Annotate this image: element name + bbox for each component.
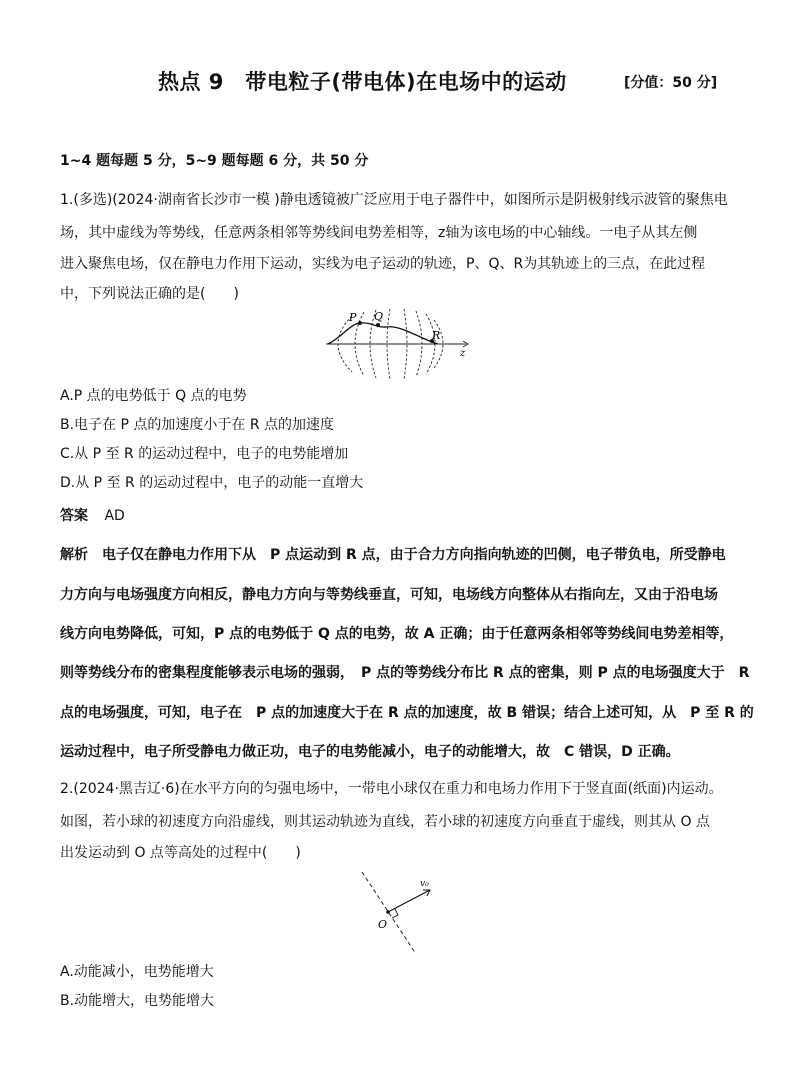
page-title: 热点 9 带电粒子(带电体)在电场中的运动 <box>158 70 567 94</box>
q1-explanation-line-3: 线方向电势降低，可知，P 点的电势低于 Q 点的电势，故 A 正确；由于任意两条相邻等势线间电势差相等， <box>60 626 734 642</box>
answer-label: 答案 <box>60 508 88 524</box>
electrostatic-lens-figure <box>320 304 480 384</box>
q2-stem-line-2: 如图，若小球的初速度方向沿虚线，则其运动轨迹为直线，若小球的初速度方向垂直于虚线，则其从 O 点 <box>60 814 710 830</box>
q1-option-a: A.P 点的电势低于 Q 点的电势 <box>60 388 247 404</box>
instructions: 1~4 题每题 5 分，5~9 题每题 6 分，共 50 分 <box>60 153 369 169</box>
q1-option-c: C.从 P 至 R 的运动过程中，电子的电势能增加 <box>60 446 349 462</box>
q1-explanation-line-5: 点的电场强度，可知，电子在 P 点的加速度大于在 R 点的加速度，故 B 错误；结合上述可知，从 P 至 R 的 <box>60 705 754 721</box>
q1-explanation-line-2: 力方向与电场强度方向相反，静电力方向与等势线垂直，可知，电场线方向整体从右指向左，又由于沿电场 <box>60 587 718 603</box>
q2-stem-line-1: 2.(2024·黑吉辽·6)在水平方向的匀强电场中，一带电小球仅在重力和电场力作用下于竖直面(纸面)内运动。 <box>60 781 723 797</box>
q2-stem-line-3: 出发运动到 O 点等高处的过程中( ) <box>60 845 301 861</box>
label-v0: v₀ <box>420 879 429 889</box>
q2-option-a: A.动能减小，电势能增大 <box>60 964 214 980</box>
q2-option-b: B.动能增大，电势能增大 <box>60 993 215 1009</box>
label-q: Q <box>374 310 384 323</box>
label-o: O <box>378 918 388 931</box>
q1-explanation-line-4: 则等势线分布的密集程度能够表示电场的强弱， P 点的等势线分布比 R 点的密集，则 P 点的电场强度大于 R <box>60 665 750 681</box>
right-angle-mark <box>392 909 398 918</box>
point-p <box>358 321 362 325</box>
q1-explanation-line-6: 运动过程中，电子所受静电力做正功，电子的电势能减小，电子的动能增大，故 C 错误，D 正确。 <box>60 744 680 760</box>
point-o <box>386 910 390 914</box>
label-p: P <box>349 311 357 324</box>
q1-explanation-line-1: 解析 电子仅在静电力作用下从 P 点运动到 R 点，由于合力方向指向轨迹的凹侧，电子带负电，所受静电 <box>60 547 726 563</box>
uniform-field-figure <box>350 868 450 960</box>
q1-answer <box>60 506 125 526</box>
q1-stem-line-4: 中，下列说法正确的是( ) <box>60 286 239 302</box>
q1-stem-line-1: 1.(多选)(2024·湖南省长沙市一模 )静电透镜被广泛应用于电子器件中，如图所示是阴极射线示波管的聚焦电 <box>60 192 728 208</box>
score-label: [分值：50 分] <box>624 75 718 91</box>
label-r: R <box>432 329 441 342</box>
q1-option-b: B.电子在 P 点的加速度小于在 R 点的加速度 <box>60 417 335 433</box>
q1-option-d: D.从 P 至 R 的运动过程中，电子的动能一直增大 <box>60 475 364 491</box>
answer-value: AD <box>104 508 125 524</box>
q1-stem-line-2: 场，其中虚线为等势线，任意两条相邻等势线间电势差相等，z轴为该电场的中心轴线。一电子从其左侧 <box>60 225 698 241</box>
q1-stem-line-3: 进入聚焦电场，仅在静电力作用下运动，实线为电子运动的轨迹，P、Q、R为其轨迹上的三点，在此过程 <box>60 256 706 272</box>
label-z: z <box>460 348 466 359</box>
initial-velocity-vector <box>388 890 430 912</box>
point-q <box>376 323 380 327</box>
